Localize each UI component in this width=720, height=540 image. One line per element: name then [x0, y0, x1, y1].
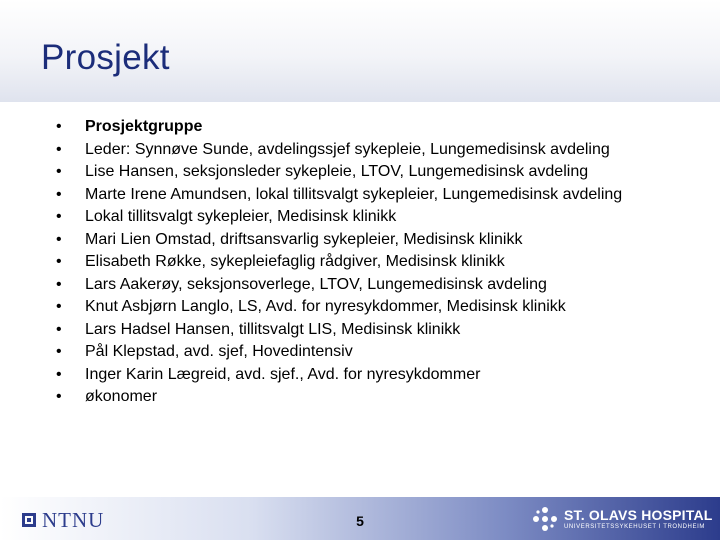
bullet-text: økonomer — [85, 388, 158, 405]
bullet-dot-icon: • — [56, 388, 62, 405]
bullet-dot-icon: • — [56, 275, 62, 293]
st-olavs-dots-icon — [532, 506, 558, 532]
bullet-item — [56, 141, 696, 159]
bullet-text: Lise Hansen, seksjonsleder sykepleie, LTOV, Lungemedisinsk avdeling — [85, 163, 589, 180]
bullet-item — [56, 186, 696, 204]
bullet-item — [56, 321, 696, 339]
bullet-item — [56, 298, 696, 316]
bullet-dot-icon: • — [56, 253, 62, 270]
bullet-text: Prosjektgruppe — [85, 118, 203, 135]
bullet-item — [56, 208, 696, 226]
bullet-item — [56, 388, 696, 406]
bullet-dot-icon: • — [56, 365, 62, 383]
bullet-text: Lars Hadsel Hansen, tillitsvalgt LIS, Medisinsk klinikk — [85, 320, 461, 338]
bullet-dot-icon: • — [56, 298, 62, 315]
bullet-dot-icon: • — [56, 343, 62, 360]
bullet-text: Knut Asbjørn Langlo, LS, Avd. for nyresykdommer, Medisinsk klinikk — [85, 298, 566, 315]
bullet-text: Marte Irene Amundsen, lokal tillitsvalgt sykepleier, Lungemedisinsk avdeling — [85, 185, 623, 203]
bullet-text: Elisabeth Røkke, sykepleiefaglig rådgiver, Medisinsk klinikk — [85, 253, 505, 270]
bullet-item — [56, 276, 696, 294]
bullet-dot-icon: • — [56, 163, 62, 180]
bullet-dot-icon: • — [56, 230, 62, 248]
st-olavs-logo — [532, 504, 713, 534]
bullet-item — [56, 231, 696, 249]
bullet-dot-icon: • — [56, 185, 62, 203]
st-olavs-subtitle: UNIVERSITETSSYKEHUSET I TRONDHEIM — [564, 523, 705, 530]
slide-title: Prosjekt — [41, 38, 170, 77]
bullet-text: Leder: Synnøve Sunde, avdelingssjef sykepleie, Lungemedisinsk avdeling — [85, 140, 610, 158]
bullet-text: Lokal tillitsvalgt sykepleier, Medisinsk klinikk — [85, 208, 397, 225]
ntnu-logo-text: NTNU — [42, 507, 105, 532]
bullet-dot-icon: • — [56, 208, 62, 225]
bullet-item — [56, 118, 696, 136]
st-olavs-name: ST. OLAVS HOSPITAL — [564, 506, 713, 523]
bullet-text: Pål Klepstad, avd. sjef, Hovedintensiv — [85, 343, 353, 360]
bullet-list — [56, 118, 696, 411]
bullet-text: Mari Lien Omstad, driftsansvarlig sykepleier, Medisinsk klinikk — [85, 230, 523, 248]
bullet-item — [56, 253, 696, 271]
bullet-dot-icon: • — [56, 140, 62, 158]
bullet-dot-icon: • — [56, 320, 62, 338]
page-number: 5 — [356, 513, 364, 529]
ntnu-mark-icon — [22, 513, 36, 527]
bullet-text: Inger Karin Lægreid, avd. sjef., Avd. for nyresykdommer — [85, 365, 481, 383]
bullet-item — [56, 366, 696, 384]
bullet-item — [56, 163, 696, 181]
bullet-text: Lars Aakerøy, seksjonsoverlege, LTOV, Lungemedisinsk avdeling — [85, 275, 547, 293]
ntnu-logo — [22, 509, 104, 531]
bullet-item — [56, 343, 696, 361]
bullet-dot-icon: • — [56, 118, 62, 135]
